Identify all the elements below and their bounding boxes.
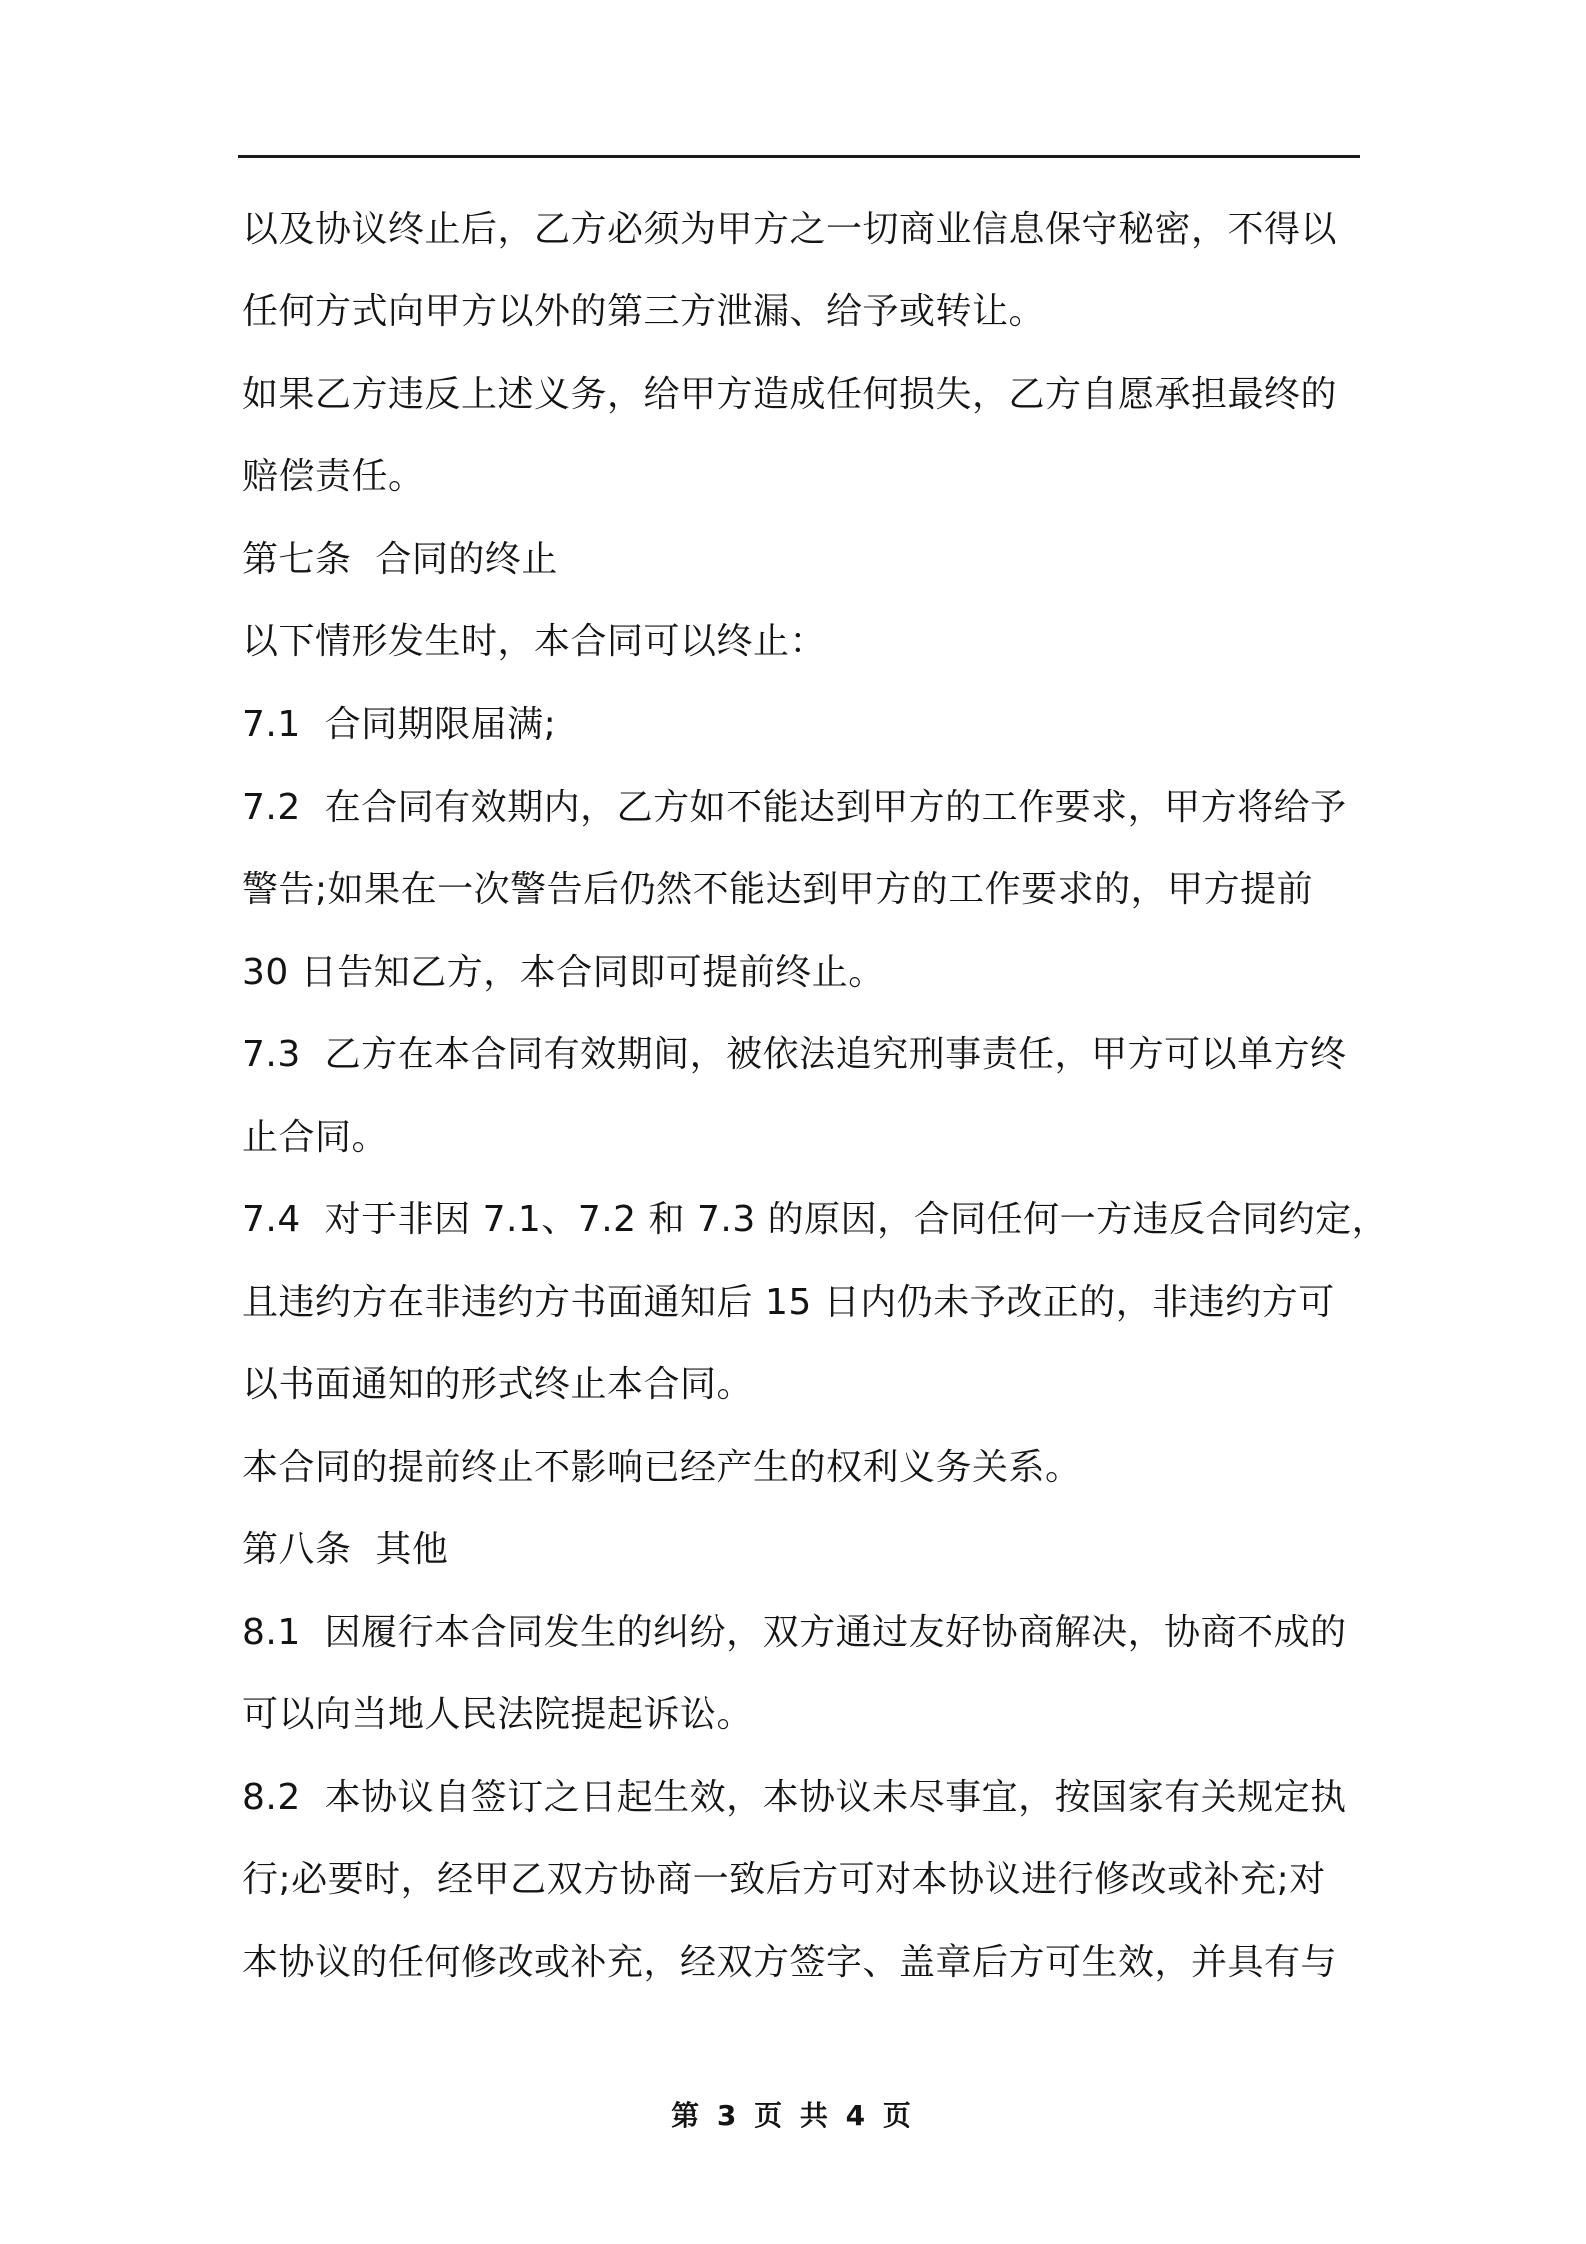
text-line: 以下情形发生时，本合同可以终止：	[242, 621, 827, 662]
text-line: 8.2 本协议自签订之日起生效，本协议未尽事宜，按国家有关规定执	[242, 1777, 1347, 1818]
text-line: 赔偿责任。	[242, 456, 425, 497]
page-number: 第 3 页 共 4 页	[671, 2099, 915, 2132]
text-line: 7.4 对于非因 7.1、7.2 和 7.3 的原因，合同任何一方违反合同约定，	[242, 1199, 1389, 1240]
text-line: 以及协议终止后，乙方必须为甲方之一切商业信息保守秘密，不得以	[242, 209, 1338, 250]
section-heading: 第八条 其他	[242, 1529, 449, 1570]
text-line: 以书面通知的形式终止本合同。	[242, 1364, 754, 1405]
text-line: 7.3 乙方在本合同有效期间，被依法追究刑事责任，甲方可以单方终	[242, 1034, 1347, 1075]
text-line: 8.1 因履行本合同发生的纠纷，双方通过友好协商解决，协商不成的	[242, 1612, 1347, 1653]
text-line: 可以向当地人民法院提起诉讼。	[242, 1694, 754, 1735]
text-line: 行;必要时，经甲乙双方协商一致后方可对本协议进行修改或补充;对	[242, 1859, 1326, 1900]
text-line: 本协议的任何修改或补充，经双方签字、盖章后方可生效，并具有与	[242, 1942, 1338, 1983]
text-line: 任何方式向甲方以外的第三方泄漏、给予或转让。	[242, 291, 1046, 332]
text-line: 警告;如果在一次警告后仍然不能达到甲方的工作要求的，甲方提前	[242, 869, 1314, 910]
text-line: 本合同的提前终止不影响已经产生的权利义务关系。	[242, 1447, 1082, 1488]
text-line: 且违约方在非违约方书面通知后 15 日内仍未予改正的，非违约方可	[242, 1282, 1335, 1323]
header-rule	[238, 155, 1360, 158]
text-line: 止合同。	[242, 1117, 389, 1158]
section-heading: 第七条 合同的终止	[242, 539, 558, 580]
text-line: 30 日告知乙方，本合同即可提前终止。	[242, 952, 885, 993]
text-line: 7.1 合同期限届满;	[242, 704, 557, 745]
text-line: 7.2 在合同有效期内，乙方如不能达到甲方的工作要求，甲方将给予	[242, 787, 1347, 828]
text-line: 如果乙方违反上述义务，给甲方造成任何损失，乙方自愿承担最终的	[242, 374, 1338, 415]
